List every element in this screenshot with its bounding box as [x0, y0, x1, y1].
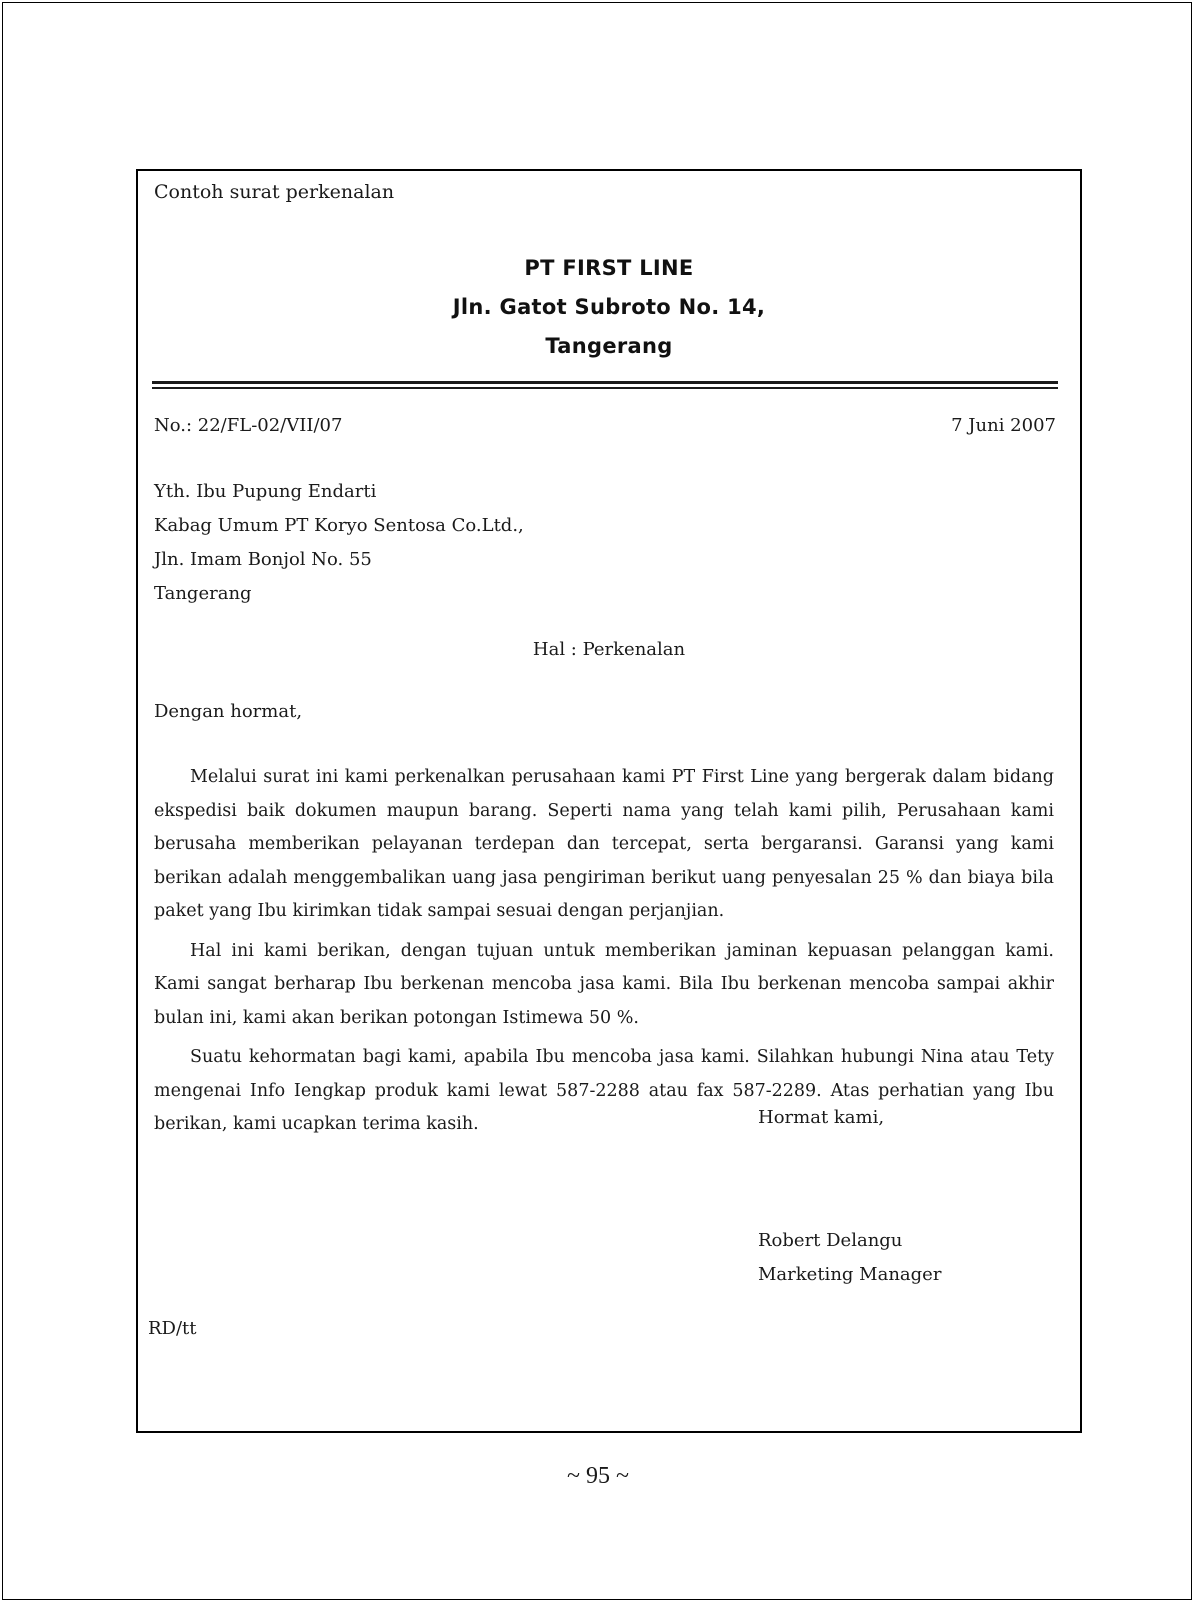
closing: Hormat kami,	[758, 1107, 885, 1128]
page-frame	[2, 2, 1192, 1600]
letterhead-rule-thick	[152, 381, 1058, 384]
letter-date: 7 Juni 2007	[951, 415, 1056, 436]
reference-number: No.: 22/FL-02/VII/07	[154, 415, 343, 436]
company-street: Jln. Gatot Subroto No. 14,	[452, 295, 766, 319]
recipient-position: Kabag Umum PT Koryo Sentosa Co.Ltd.,	[154, 515, 524, 536]
typist-initials: RD/tt	[148, 1318, 197, 1339]
signer-name: Robert Delangu	[758, 1230, 903, 1251]
body-paragraph-1: Melalui surat ini kami perkenalkan perusahaan kami PT First Line yang bergerak dalam bidang ekspedisi baik dokumen maupun barang. Seperti nama yang telah kami pilih, Perusahaan kami berusaha memberikan pelayanan terdepan dan tercepat, serta bergaransi. Garansi yang kami berikan adalah menggembalikan uang jasa pengiriman berikut uang penyesalan 25 % dan biaya bila paket yang Ibu kirimkan tidak sampai sesuai dengan perjanjian.	[154, 767, 1054, 921]
salutation: Dengan hormat,	[154, 701, 303, 722]
letter-subject: Hal : Perkenalan	[532, 639, 686, 660]
body-paragraph-3: Suatu kehormatan bagi kami, apabila Ibu mencoba jasa kami. Silahkan hubungi Nina atau Tety mengenai Info Iengkap produk kami lewat 587-2288 atau fax 587-2289. Atas perhatian yang Ibu berikan, kami ucapkan terima kasih.	[154, 1047, 1054, 1134]
page-number: ~ 95 ~	[567, 1463, 629, 1489]
recipient-block	[154, 475, 524, 611]
recipient-name: Yth. Ibu Pupung Endarti	[154, 481, 377, 502]
company-city: Tangerang	[545, 334, 673, 358]
letterhead-rule-thin	[152, 387, 1058, 389]
letter-body	[154, 761, 1054, 1148]
company-name: PT FIRST LINE	[524, 256, 694, 280]
signer-title: Marketing Manager	[758, 1264, 942, 1285]
recipient-street: Jln. Imam Bonjol No. 55	[154, 549, 372, 570]
letter-box	[136, 169, 1082, 1433]
signer-block	[758, 1224, 941, 1292]
body-paragraph-2: Hal ini kami berikan, dengan tujuan untuk memberikan jaminan kepuasan pelanggan kami. Kami sangat berharap Ibu berkenan mencoba jasa kami. Bila Ibu berkenan mencoba sampai akhir bulan ini, kami akan berikan potongan Istimewa 50 %.	[154, 940, 1054, 1028]
letter-caption: Contoh surat perkenalan	[154, 181, 395, 203]
letterhead	[138, 249, 1080, 366]
recipient-city: Tangerang	[154, 583, 252, 604]
